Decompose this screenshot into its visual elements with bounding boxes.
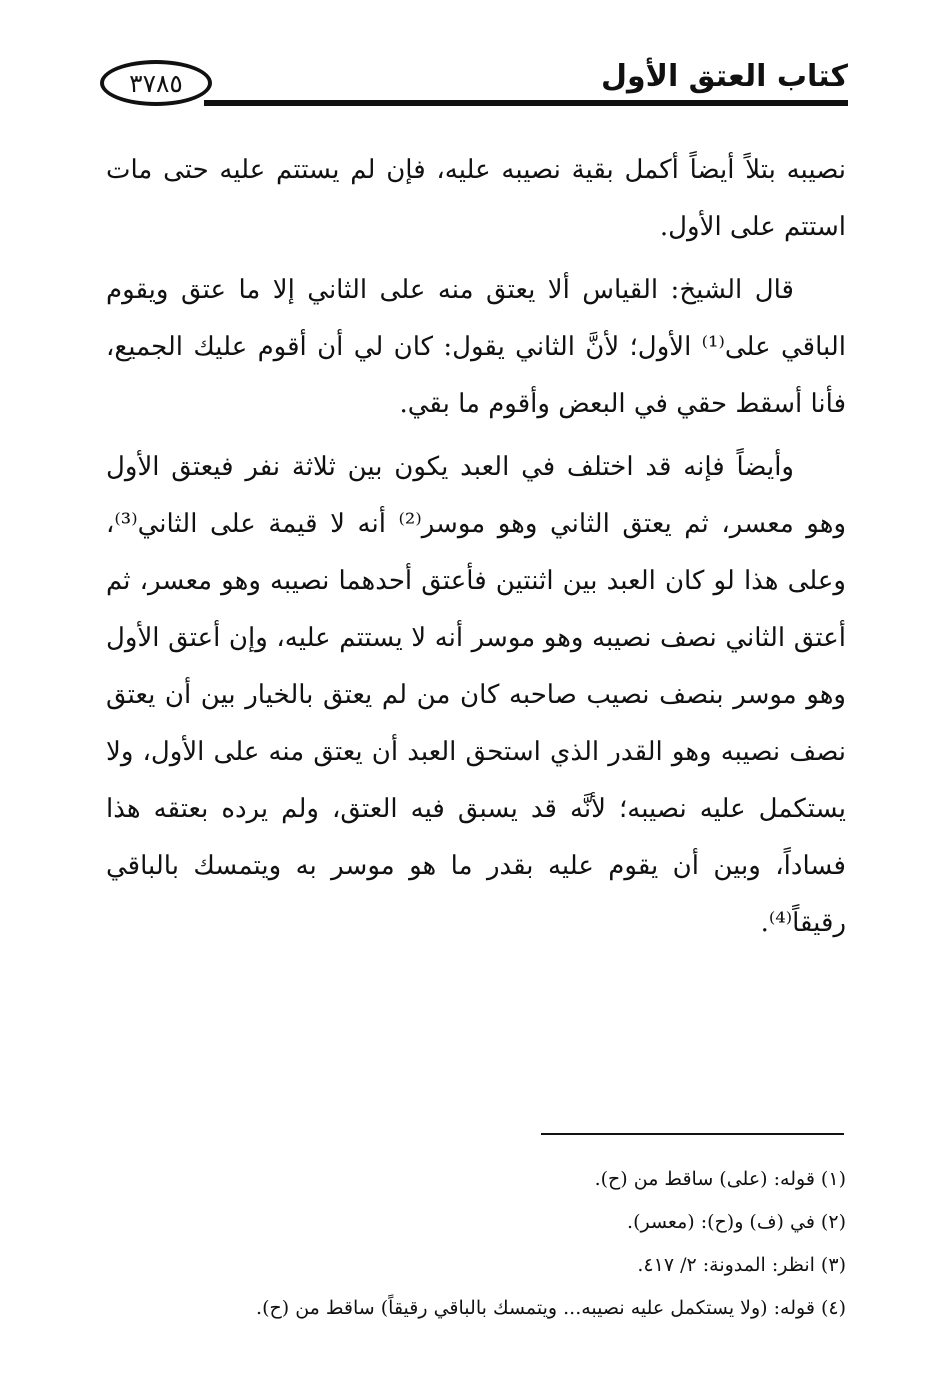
page-number: ٣٧٨٥: [129, 68, 183, 98]
footnote: (٢) في (ف) و(ح): (معسر).: [627, 1211, 846, 1233]
paragraph: نصيبه بتلاً أيضاً أكمل بقية نصيبه عليه، فإن لم يستتم عليه حتى مات استتم على الأول.: [106, 155, 846, 242]
page-header: [100, 58, 848, 118]
footnote: (٣) انظر: المدونة: ٢/ ٤١٧.: [637, 1254, 846, 1276]
paragraph: وأيضاً فإنه قد اختلف في العبد يكون بين ثلاثة نفر فيعتق الأول وهو معسر، ثم يعتق الثاني وهو موسر⁽²⁾ أنه لا قيمة على الثاني⁽³⁾، وعلى هذا لو كان العبد بين اثنتين فأعتق أحدهما نصيبه وهو معسر، ثم أعتق الثاني نصف نصيبه وهو موسر أنه لا يستتم عليه، وإن أعتق الأول وهو موسر بنصف نصيب صاحبه كان من لم يعتق بالخيار بين أن يعتق نصف نصيبه وهو القدر الذي استحق العبد أن يعتق منه على الأول، ولا يستكمل عليه نصيبه؛ لأنَّه قد يسبق فيه العتق، ولم يرده بعتقه هذا فساداً، وبين أن يقوم عليه بقدر ما هو موسر به ويتمسك بالباقي رقيقاً⁽⁴⁾.: [106, 452, 846, 938]
footnote: (٤) قوله: (ولا يستكمل عليه نصيبه... ويتمسك بالباقي رقيقاً) ساقط من (ح).: [256, 1297, 846, 1319]
book-title: كتاب العتق الأول: [600, 59, 848, 94]
footnotes: [106, 1158, 846, 1330]
main-text: [106, 142, 846, 952]
footnote-separator: [541, 1133, 844, 1135]
footnote: (١) قوله: (على) ساقط من (ح).: [594, 1168, 846, 1190]
header-rule: [204, 100, 848, 106]
page-number-frame: [100, 60, 212, 106]
paragraph: قال الشيخ: القياس ألا يعتق منه على الثاني إلا ما عتق ويقوم الباقي على⁽¹⁾ الأول؛ لأنَّ الثاني يقول: كان لي أن أقوم عليك الجميع، فأنا أسقط حقي في البعض وأقوم ما بقي.: [106, 275, 846, 419]
